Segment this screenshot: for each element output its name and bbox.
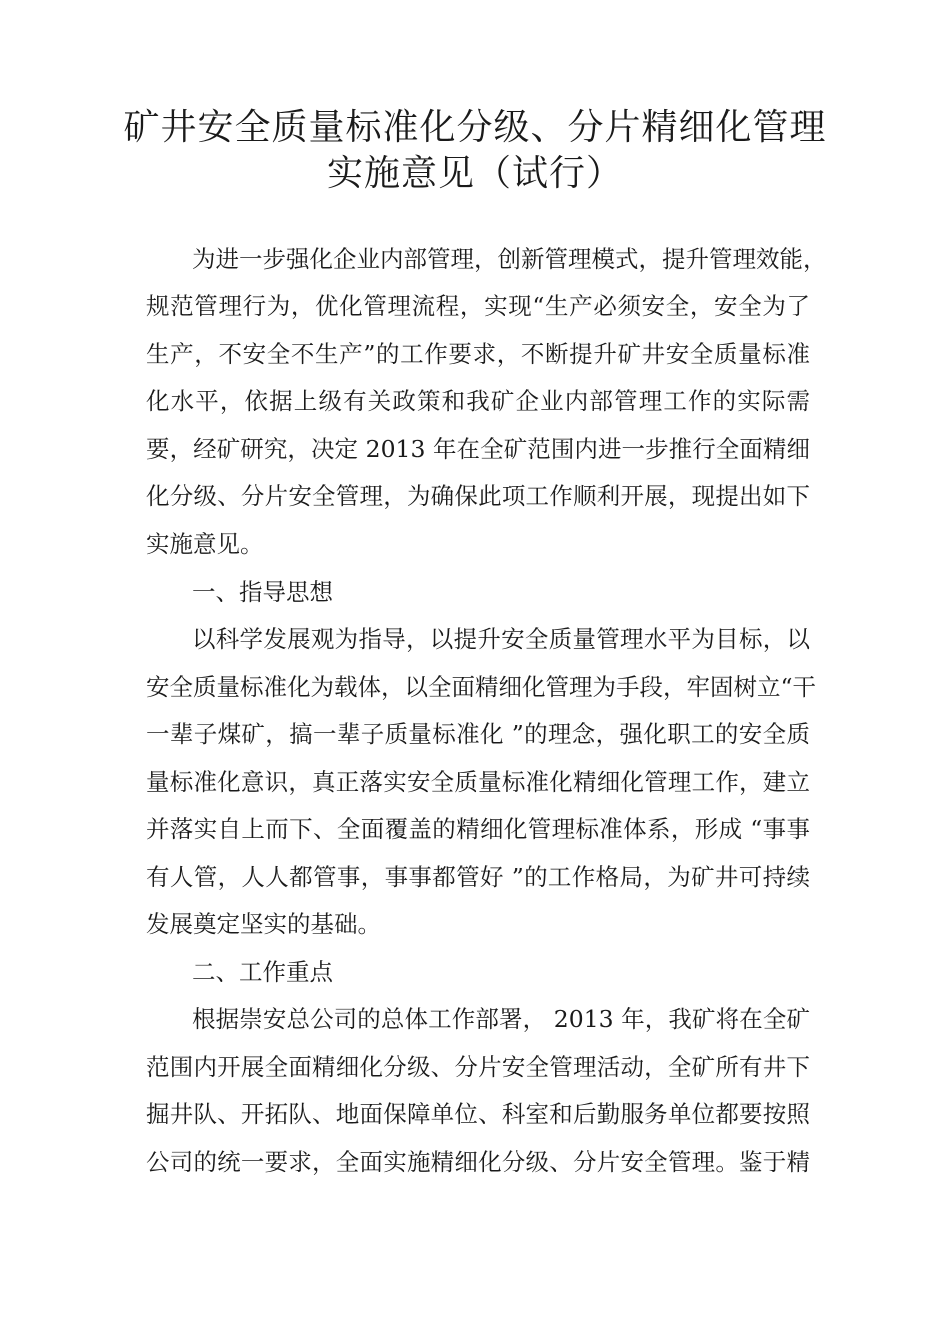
section-heading-2: 二、工作重点 xyxy=(192,958,333,986)
paragraph-3-line-2: 范围内开展全面精细化分级、分片安全管理活动，全矿所有井下 xyxy=(146,1053,810,1081)
paragraph-2-line-1: 以科学发展观为指导，以提升安全质量管理水平为目标，以 xyxy=(192,625,810,653)
paragraph-2-line-5: 并落实自上而下、全面覆盖的精细化管理标准体系，形成 “事事 xyxy=(146,815,810,843)
document-title-line-1: 矿井安全质量标准化分级、分片精细化管理 xyxy=(123,107,827,148)
section-heading-1: 一、指导思想 xyxy=(192,578,333,606)
paragraph-2-line-7: 发展奠定坚实的基础。 xyxy=(146,910,381,938)
paragraph-2-line-4: 量标准化意识，真正落实安全质量标准化精细化管理工作，建立 xyxy=(146,768,810,796)
paragraph-1-line-5: 要，经矿研究，决定 2013 年在全矿范围内进一步推行全面精细 xyxy=(146,435,810,463)
paragraph-2-line-6: 有人管，人人都管事，事事都管好 ”的工作格局，为矿井可持续 xyxy=(146,863,810,891)
paragraph-2-line-3: 一辈子煤矿，搞一辈子质量标准化 ”的理念，强化职工的安全质 xyxy=(146,720,810,748)
paragraph-1-line-6: 化分级、分片安全管理，为确保此项工作顺利开展，现提出如下 xyxy=(146,482,810,510)
paragraph-3-line-4: 公司的统一要求，全面实施精细化分级、分片安全管理。鉴于精 xyxy=(146,1148,810,1176)
paragraph-1-line-3: 生产，不安全不生产”的工作要求，不断提升矿井安全质量标准 xyxy=(146,340,810,368)
paragraph-1-line-1: 为进一步强化企业内部管理，创新管理模式，提升管理效能， xyxy=(192,245,827,273)
paragraph-3-line-3: 掘井队、开拓队、地面保障单位、科室和后勤服务单位都要按照 xyxy=(146,1100,810,1128)
paragraph-1-line-2: 规范管理行为，优化管理流程，实现“生产必须安全，安全为了 xyxy=(146,292,810,320)
document-title-line-2: 实施意见（试行） xyxy=(326,153,623,194)
paragraph-3-line-1: 根据崇安总公司的总体工作部署， 2013 年，我矿将在全矿 xyxy=(192,1005,810,1033)
paragraph-1-line-4: 化水平，依据上级有关政策和我矿企业内部管理工作的实际需 xyxy=(146,387,810,415)
paragraph-1-line-7: 实施意见。 xyxy=(146,530,264,558)
paragraph-2-line-2: 安全质量标准化为载体，以全面精细化管理为手段，牢固树立“干 xyxy=(146,673,817,701)
